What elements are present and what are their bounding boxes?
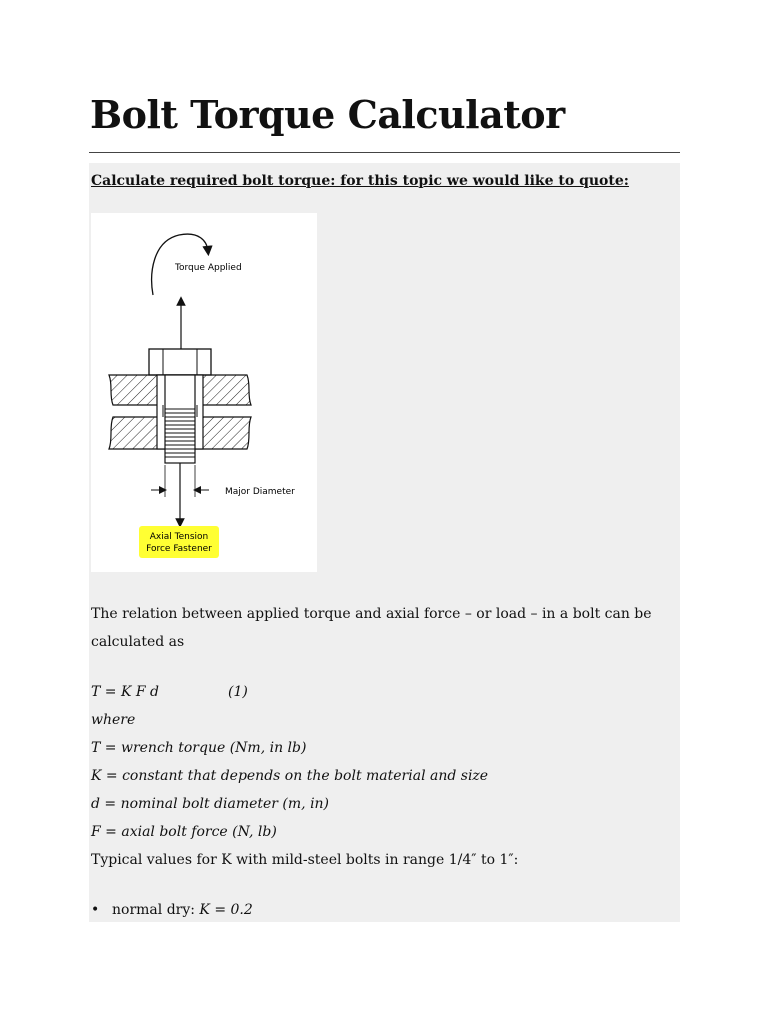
definition-d: d = nominal bolt diameter (m, in) — [91, 796, 330, 812]
equation-number: (1) — [228, 684, 248, 700]
relation-paragraph: The relation between applied torque and axial force – or load – in a bolt can be calculated as — [91, 606, 652, 650]
force-fastener-label: Force Fastener — [146, 544, 212, 554]
bolt-shank — [165, 375, 195, 463]
list-item — [91, 902, 253, 918]
page-title: Bolt Torque Calculator — [90, 92, 565, 137]
major-diameter-label: Major Diameter — [225, 487, 295, 497]
definition-f: F = axial bolt force (N, lb) — [91, 824, 277, 840]
bolt-diagram-svg — [91, 213, 317, 572]
bullet-label: normal dry: — [112, 902, 195, 918]
torque-applied-label: Torque Applied — [175, 263, 242, 273]
bullet-marker: • — [91, 902, 100, 918]
equation: T = K F d — [91, 684, 160, 700]
definition-k: K = constant that depends on the bolt material and size — [91, 768, 489, 784]
bullet-value: K = 0.2 — [199, 902, 253, 918]
title-divider — [89, 152, 680, 153]
equation-line — [91, 684, 248, 700]
typical-values-text: Typical values for K with mild-steel bolts in range 1/4″ to 1″: — [91, 852, 519, 868]
intro-heading: Calculate required bolt torque: for this topic we would like to quote: — [91, 173, 629, 189]
where-text: where — [91, 712, 136, 728]
definition-t: T = wrench torque (Nm, in lb) — [91, 740, 307, 756]
bolt-torque-diagram — [91, 213, 317, 572]
axial-tension-label: Axial Tension — [149, 532, 209, 542]
bolt-head — [149, 349, 211, 375]
